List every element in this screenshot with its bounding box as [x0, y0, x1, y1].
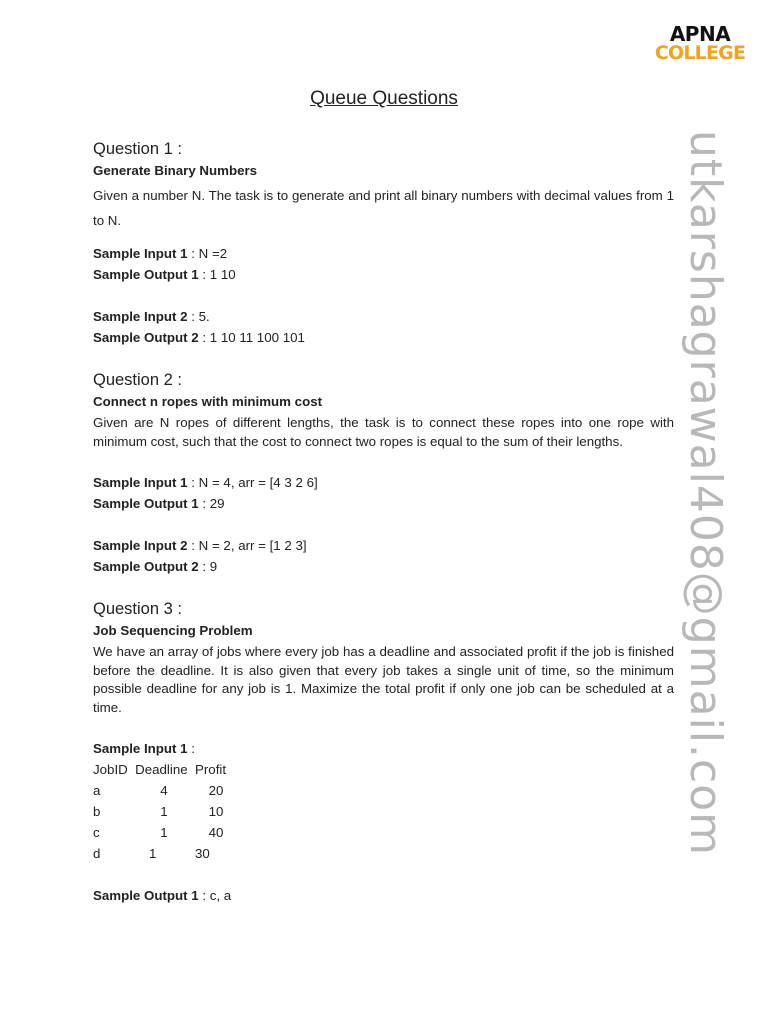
job-deadline: 1: [149, 846, 157, 861]
apna-college-logo: [652, 24, 748, 63]
table-row: [93, 780, 241, 801]
sample-output-value: : 1 10: [198, 267, 236, 282]
sample-output-label: Sample Output 2: [93, 559, 199, 574]
sample-input-label: Sample Input 1: [93, 741, 188, 756]
sample-input-line: [93, 738, 674, 759]
table-row: [93, 822, 241, 843]
sample-output-line: [93, 885, 674, 906]
sample-input-line: [93, 535, 674, 556]
document-body: [93, 138, 674, 906]
page-title: Queue Questions: [310, 88, 458, 109]
job-profit: 10: [208, 804, 224, 819]
job-id: c: [93, 825, 100, 840]
logo-line-college: COLLEGE: [654, 42, 746, 64]
question-name: Connect n ropes with minimum cost: [93, 394, 323, 409]
sample-input-value: : 5.: [187, 309, 210, 324]
job-id: d: [93, 846, 101, 861]
sample-input-line: [93, 472, 674, 493]
jobs-table: [93, 780, 241, 864]
job-deadline: 4: [160, 783, 168, 798]
job-profit: 40: [208, 825, 224, 840]
sample-output-line: [93, 493, 674, 514]
sample-output-value: : 1 10 11 100 101: [198, 330, 305, 345]
sample-input-label: Sample Input 2: [93, 538, 188, 553]
question-heading: Question 2 :: [93, 371, 182, 389]
sample-output-label: Sample Output 2: [93, 330, 199, 345]
job-id: b: [93, 804, 101, 819]
sample-output-line: [93, 264, 674, 285]
sample-input-label: Sample Input 1: [93, 475, 188, 490]
sample-input-line: [93, 243, 674, 264]
question-heading: Question 3 :: [93, 600, 182, 618]
question-3: [93, 598, 674, 906]
question-1: [93, 138, 674, 348]
question-name: Generate Binary Numbers: [93, 163, 258, 178]
question-description: Given a number N. The task is to generate and print all binary numbers with decimal values from 1 to N.: [93, 188, 674, 228]
email-watermark: utkarshagrawal408@gmail.com: [680, 130, 731, 856]
logo-line-apna: APNA: [669, 22, 731, 46]
question-2: [93, 369, 674, 577]
sample-output-label: Sample Output 1: [93, 496, 199, 511]
question-description: We have an array of jobs where every job has a deadline and associated profit if the job is finished before the deadline. It is also given that every job takes a single unit of time, so the minimum possible deadline for any job is 1. Maximize the total profit if only one job can be scheduled at a time.: [93, 644, 674, 715]
sample-input-value: : N = 4, arr = [4 3 2 6]: [187, 475, 318, 490]
sample-input-value: :: [187, 741, 195, 756]
sample-output-label: Sample Output 1: [93, 267, 199, 282]
table-row: [93, 801, 241, 822]
job-id: a: [93, 783, 101, 798]
jobs-table-header: JobID Deadline Profit: [93, 762, 227, 777]
sample-input-label: Sample Input 2: [93, 309, 188, 324]
question-heading: Question 1 :: [93, 140, 182, 158]
sample-output-line: [93, 327, 674, 348]
question-description: Given are N ropes of different lengths, the task is to connect these ropes into one rope with minimum cost, such that the cost to connect two ropes is equal to the sum of their lengths.: [93, 415, 674, 449]
sample-output-line: [93, 556, 674, 577]
sample-output-value: : c, a: [198, 888, 232, 903]
sample-input-value: : N = 2, arr = [1 2 3]: [187, 538, 307, 553]
sample-input-line: [93, 306, 674, 327]
question-name: Job Sequencing Problem: [93, 623, 253, 638]
sample-input-label: Sample Input 1: [93, 246, 188, 261]
sample-output-value: : 29: [198, 496, 225, 511]
sample-input-value: : N =2: [187, 246, 228, 261]
sample-output-label: Sample Output 1: [93, 888, 199, 903]
table-row: [93, 843, 241, 864]
job-deadline: 1: [160, 825, 168, 840]
job-profit: 30: [195, 846, 210, 861]
job-deadline: 1: [160, 804, 168, 819]
job-profit: 20: [208, 783, 224, 798]
sample-output-value: : 9: [198, 559, 218, 574]
